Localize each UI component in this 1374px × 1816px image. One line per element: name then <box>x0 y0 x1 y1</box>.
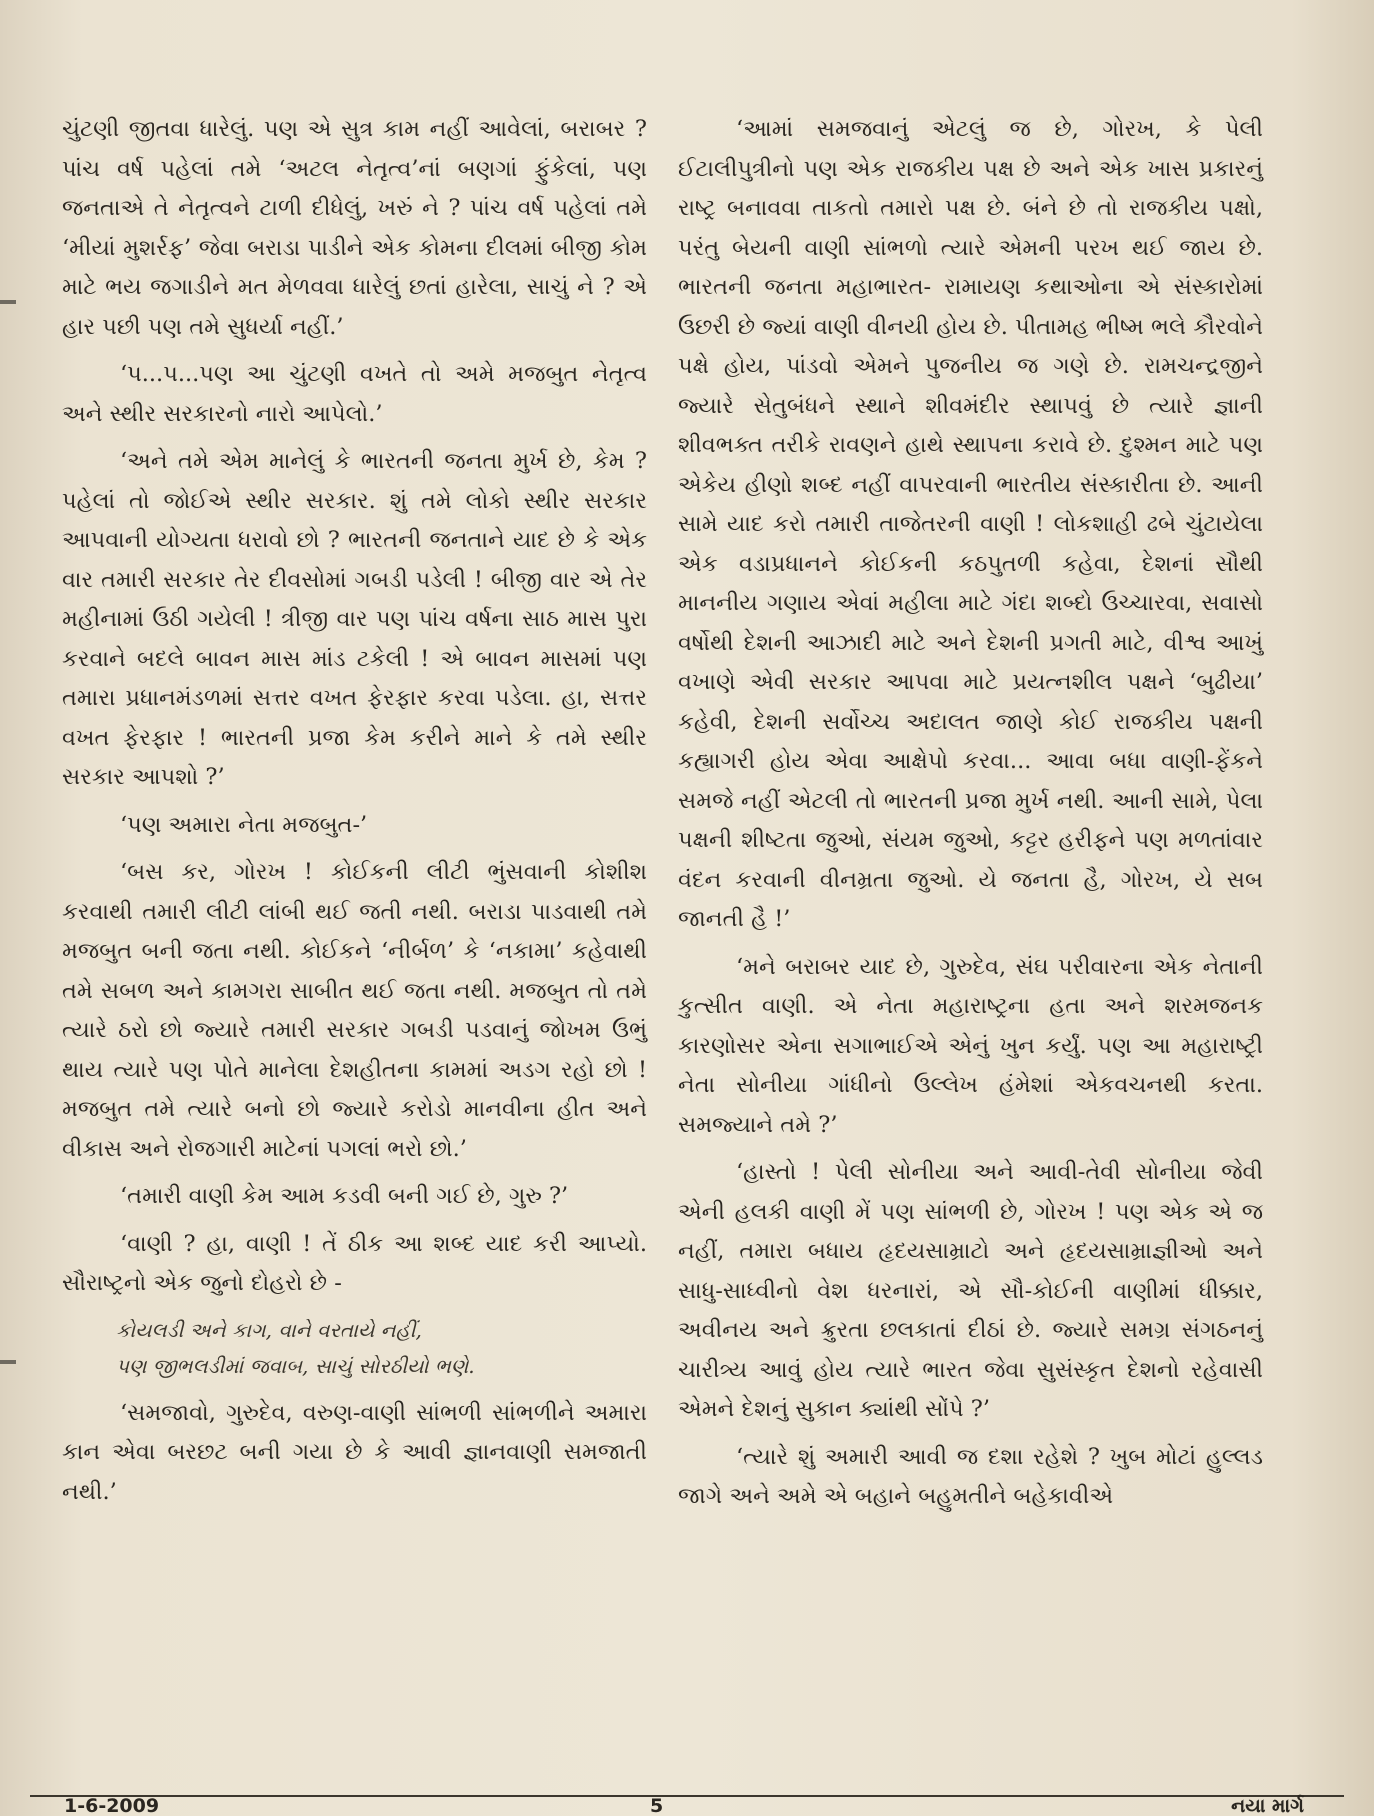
right-column <box>678 110 1263 1525</box>
paragraph: ‘તમારી વાણી કેમ આમ કડવી બની ગઈ છે, ગુરુ ?’ <box>120 1183 569 1209</box>
issue-date: 1-6-2009 <box>64 1795 160 1816</box>
binding-mark <box>0 1360 16 1364</box>
couplet-line: કોયલડી અને કાગ, વાને વરતાયે નહીં, <box>116 1317 422 1342</box>
paragraph: ‘પ...પ...પણ આ ચુંટણી વખતે તો અમે મજબુત નેતૃત્વ અને સ્થીર સરકારનો નારો આપેલો.’ <box>62 361 647 427</box>
couplet <box>116 1312 647 1384</box>
paragraph: ‘સમજાવો, ગુરુદેવ, વરુણ-વાણી સાંભળી સાંભળીને અમારા કાન એવા બરછટ બની ગયા છે કે આવી જ્ઞાનવાણી સમજાતી નથી.’ <box>62 1399 647 1505</box>
paragraph: ‘મને બરાબર યાદ છે, ગુરુદેવ, સંઘ પરીવારના એક નેતાની કુત્સીત વાણી. એ નેતા મહારાષ્ટ્રના હતા અને શરમજનક કારણોસર એના સગાભાઈએ એનું ખુન કર્યું. પણ આ મહારાષ્ટ્રી નેતા સોનીયા ગાંધીનો ઉલ્લેખ હંમેશાં એકવચનથી કરતા. સમજ્યાને તમે ?’ <box>678 953 1263 1138</box>
paragraph: ‘બસ કર, ગોરખ ! કોઈકની લીટી ભુંસવાની કોશીશ કરવાથી તમારી લીટી લાંબી થઈ જતી નથી. બરાડા પાડવાથી તમે મજબુત બની જતા નથી. કોઈકને ‘નીર્બળ’ કે ‘નકામા’ કહેવાથી તમે સબળ અને કામગરા સાબીત થઈ જતા નથી. મજબુત તો તમે ત્યારે ઠરો છો જ્યારે તમારી સરકાર ગબડી પડવાનું જોખમ ઉભું થાય ત્યારે પણ પોતે માનેલા દેશહીતના કામમાં અડગ રહો છો ! મજબુત તમે ત્યારે બનો છો જ્યારે કરોડો માનવીના હીત અને વીકાસ અને રોજગારી માટેનાં પગલાં ભરો છો.’ <box>62 859 647 1162</box>
paragraph: ચુંટણી જીતવા ધારેલું. પણ એ સુત્ર કામ નહીં આવેલાં, બરાબર ? પાંચ વર્ષ પહેલાં તમે ‘અટલ નેતૃત્વ’નાં બણગાં ફુંકેલાં, પણ જનતાએ તે નેતૃત્વને ટાળી દીધેલું, ખરું ને ? પાંચ વર્ષ પહેલાં તમે ‘મીયાં મુશર્રફ’ જેવા બરાડા પાડીને એક કોમના દીલમાં બીજી કોમ માટે ભય જગાડીને મત મેળવવા ધારેલું છતાં હારેલા, સાચું ને ? એ હાર પછી પણ તમે સુધર્યા નહીં.’ <box>62 116 647 340</box>
paragraph: ‘અને તમે એમ માનેલું કે ભારતની જનતા મુર્ખ છે, કેમ ? પહેલાં તો જોઈએ સ્થીર સરકાર. શું તમે લોકો સ્થીર સરકાર આપવાની યોગ્યતા ધરાવો છો ? ભારતની જનતાને યાદ છે કે એક વાર તમારી સરકાર તેર દીવસોમાં ગબડી પડેલી ! બીજી વાર એ તેર મહીનામાં ઉઠી ગયેલી ! ત્રીજી વાર પણ પાંચ વર્ષના સાઠ માસ પુરા કરવાને બદલે બાવન માસ માંડ ટકેલી ! એ બાવન માસમાં પણ તમારા પ્રધાનમંડળમાં સત્તર વખત ફેરફાર કરવા પડેલા. હા, સત્તર વખત ફેરફાર ! ભારતની પ્રજા કેમ કરીને માને કે તમે સ્થીર સરકાર આપશો ?’ <box>62 448 647 790</box>
paragraph: ‘પણ અમારા નેતા મજબુત-’ <box>120 811 368 838</box>
paragraph: ‘વાણી ? હા, વાણી ! તેં ઠીક આ શબ્દ યાદ કરી આપ્યો. સૌરાષ્ટ્રનો એક જુનો દોહરો છે - <box>62 1230 647 1296</box>
page-footer <box>30 1795 1344 1816</box>
paragraph: ‘ત્યારે શું અમારી આવી જ દશા રહેશે ? ખુબ મોટાં હુલ્લડ જાગે અને અમે એ બહાને બહુમતીને બહેકાવીએ <box>678 1443 1263 1509</box>
couplet-line: પણ જીભલડીમાં જવાબ, સાચું સોરઠીયો ભણે. <box>116 1353 475 1378</box>
page-number: 5 <box>650 1795 664 1816</box>
paragraph: ‘આમાં સમજવાનું એટલું જ છે, ગોરખ, કે પેલી ઈટાલીપુત્રીનો પણ એક રાજકીય પક્ષ છે અને એક ખાસ પ્રકારનું રાષ્ટ્ર બનાવવા તાકતો તમારો પક્ષ છે. બંને છે તો રાજકીય પક્ષો, પરંતુ બેયની વાણી સાંભળો ત્યારે એમની પરખ થઈ જાય છે. ભારતની જનતા મહાભારત- રામાયણ કથાઓના એ સંસ્કારોમાં ઉછરી છે જ્યાં વાણી વીનયી હોય છે. પીતામહ ભીષ્મ ભલે કૌરવોને પક્ષે હોય, પાંડવો એમને પુજનીય જ ગણે છે. રામચન્દ્રજીને જ્યારે સેતુબંધને સ્થાને શીવમંદીર સ્થાપવું છે ત્યારે જ્ઞાની શીવભક્ત તરીકે રાવણને હાથે સ્થાપના કરાવે છે. દુશ્મન માટે પણ એકેય હીણો શબ્દ નહીં વાપરવાની ભારતીય સંસ્કારીતા છે. આની સામે યાદ કરો તમારી તાજેતરની વાણી ! લોકશાહી ઢબે ચુંટાયેલા એક વડાપ્રધાનને કોઈકની કઠપુતળી કહેવા, દેશનાં સૌથી માનનીય ગણાય એવાં મહીલા માટે ગંદા શબ્દો ઉચ્ચારવા, સવાસો વર્ષોથી દેશની આઝાદી માટે અને દેશની પ્રગતી માટે, વીશ્વ આખું વખાણે એવી સરકાર આપવા માટે પ્રયત્નશીલ પક્ષને ‘બુઢીયા’ કહેવી, દેશની સર્વોચ્ચ અદાલત જાણે કોઈ રાજકીય પક્ષની કહ્યાગરી હોય એવા આક્ષેપો કરવા... આવા બધા વાણી-ફેંકને સમજે નહીં એટલી તો ભારતની પ્રજા મુર્ખ નથી. આની સામે, પેલા પક્ષની શીષ્ટતા જુઓ, સંયમ જુઓ, કટ્ટર હરીફને પણ મળતાંવાર વંદન કરવાની વીનમ્રતા જુઓ. યે જનતા હૈ, ગોરખ, યે સબ જાનતી હૈ !’ <box>678 116 1263 932</box>
paragraph: ‘હાસ્તો ! પેલી સોનીયા અને આવી-તેવી સોનીયા જેવી એની હલકી વાણી મેં પણ સાંભળી છે, ગોરખ ! પણ એક એ જ નહીં, તમારા બધાય હૃદયસામ્રાટો અને હૃદયસામ્રાજ્ઞીઓ અને સાધુ-સાધ્વીનો વેશ ધરનારાં, એ સૌ-કોઈની વાણીમાં ધીક્કાર, અવીનય અને ક્રુરતા છલકાતાં દીઠાં છે. જ્યારે સમગ્ર સંગઠનનું ચારીત્ર્ય આવું હોય ત્યારે ભારત જેવા સુસંસ્કૃત દેશનો રહેવાસી એમને દેશનું સુકાન ક્યાંથી સોંપે ?’ <box>678 1159 1263 1422</box>
left-column <box>62 110 647 1520</box>
magazine-name: નયા માર્ગ <box>1231 1795 1304 1816</box>
binding-mark <box>0 300 16 304</box>
